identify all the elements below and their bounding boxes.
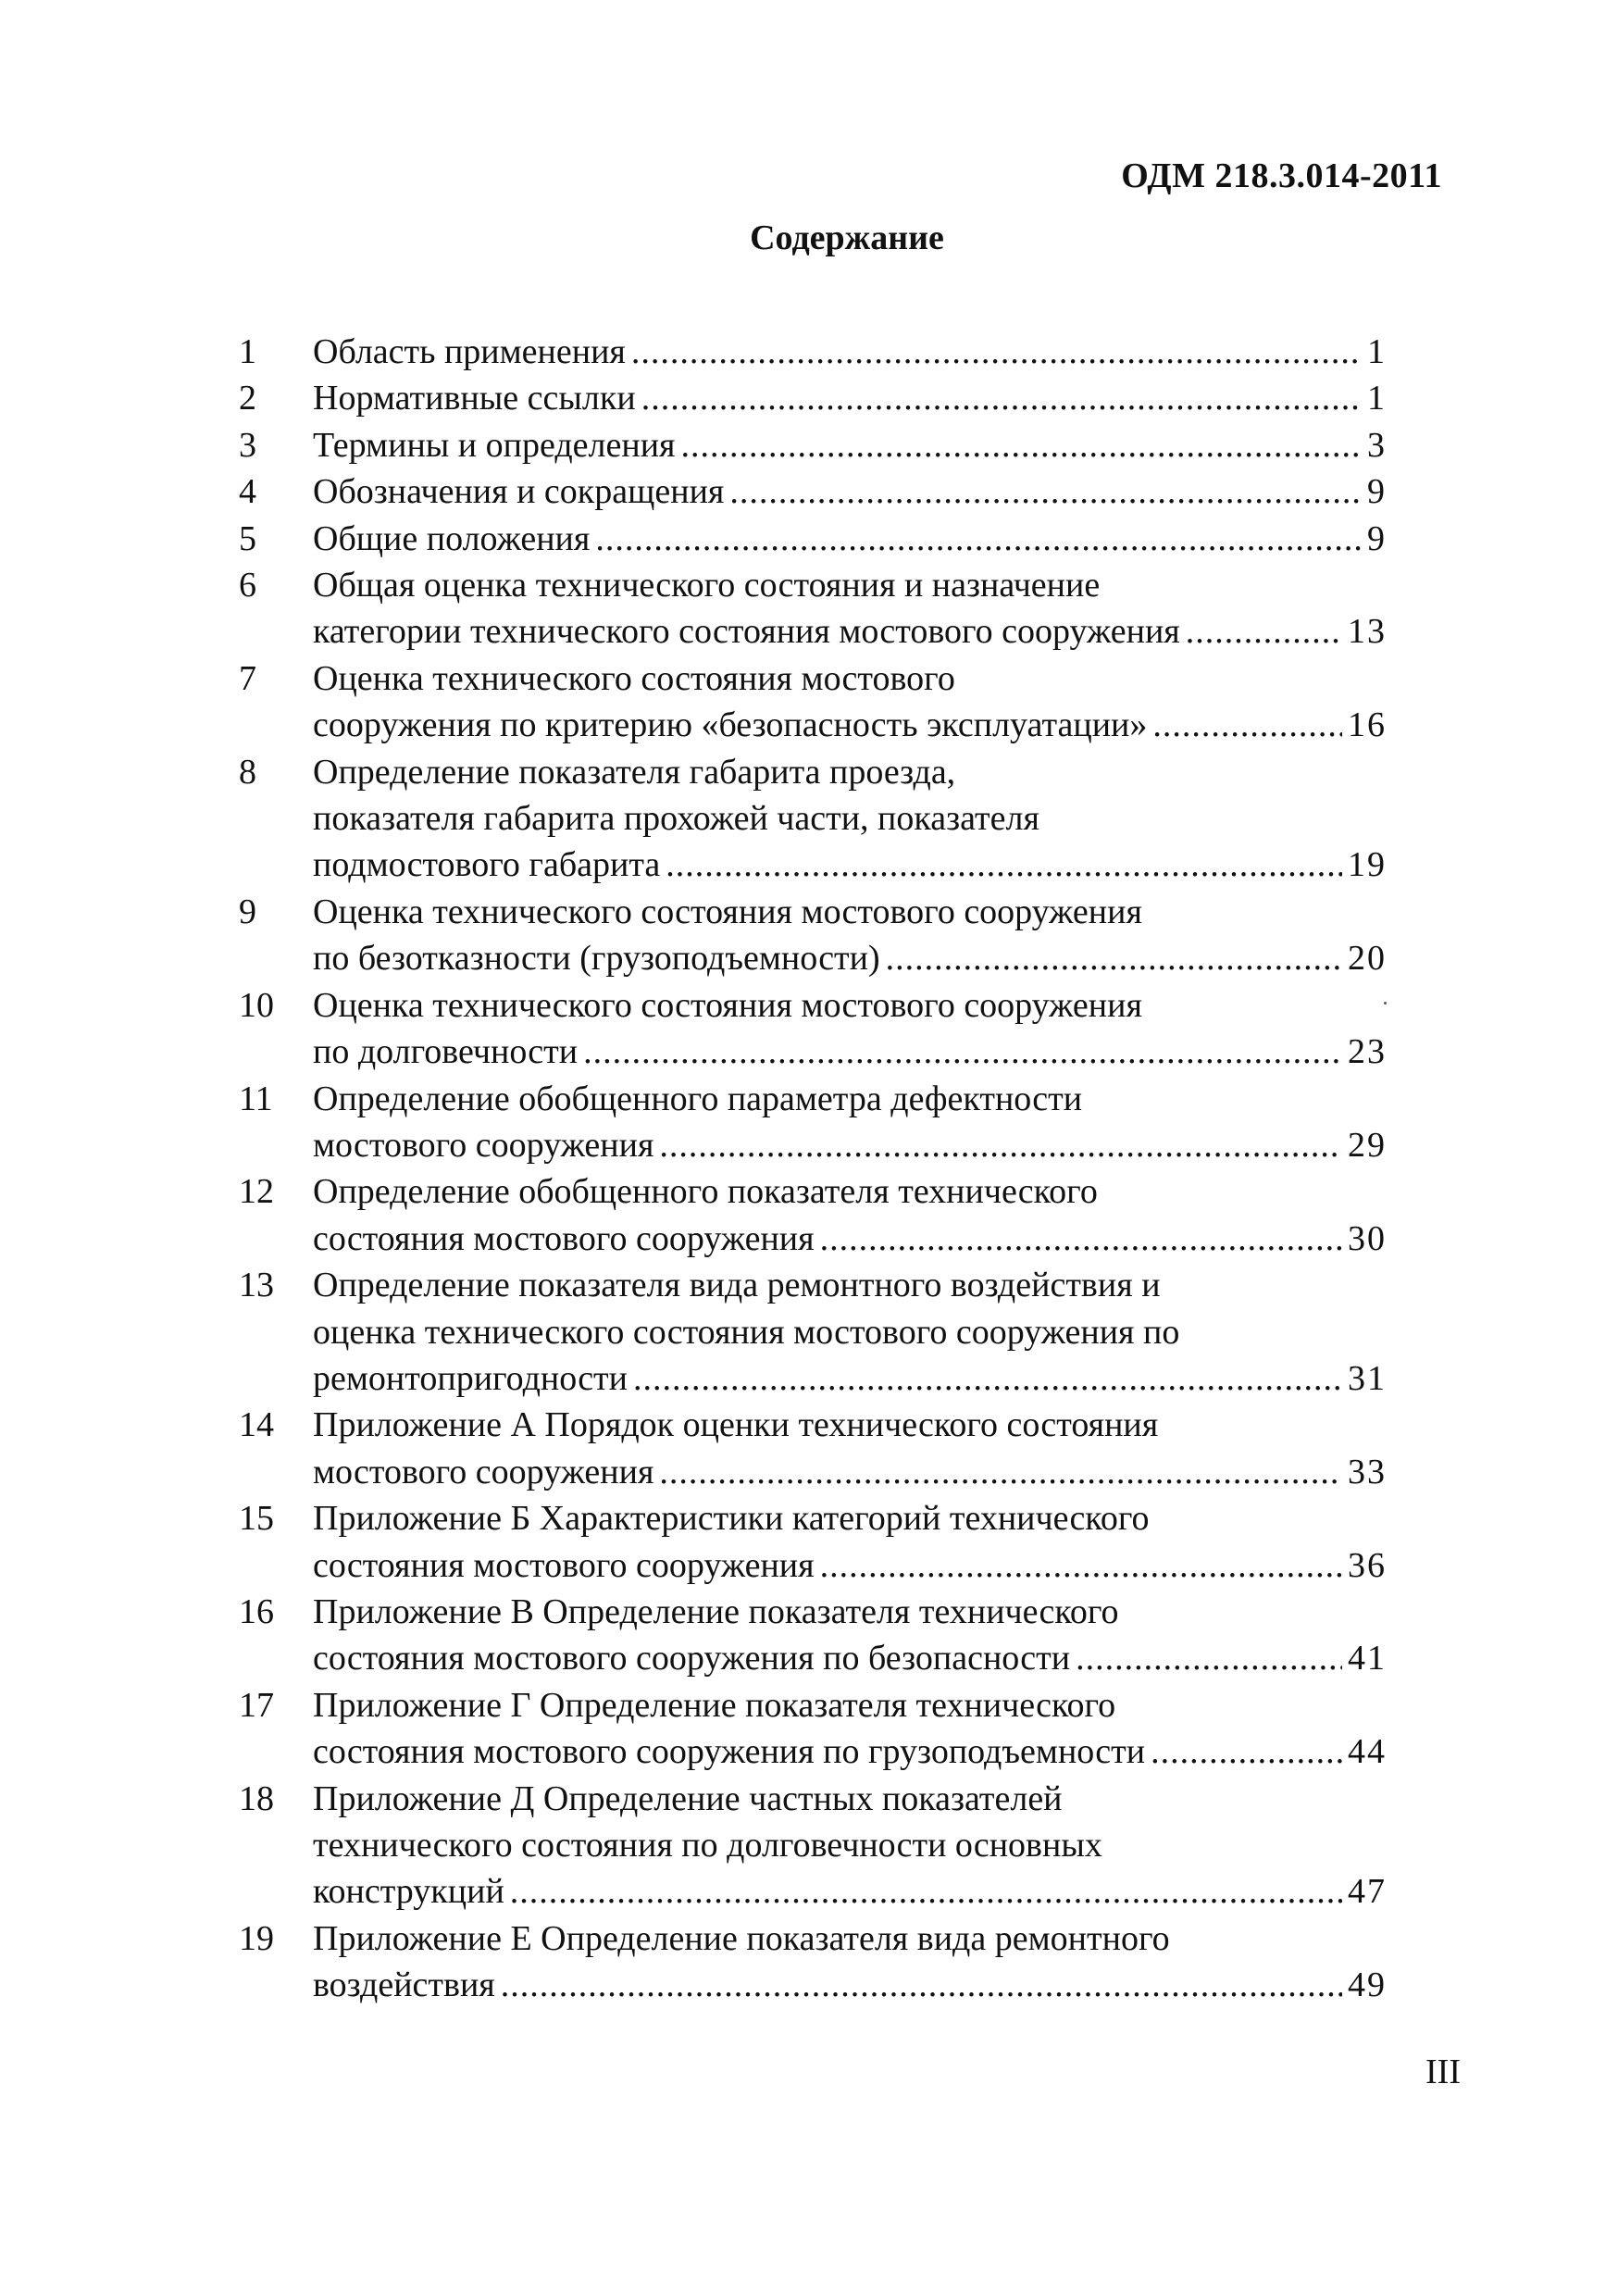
toc-entry-body: [313, 1682, 1387, 1776]
toc-entry-number: 5: [239, 518, 256, 558]
toc-entry: [239, 1402, 1387, 1495]
toc-entry-last-line: [313, 935, 1387, 981]
toc-entry-page: 49: [1348, 1965, 1387, 2005]
toc-entry-text: Область применения: [313, 332, 626, 371]
toc-entry-last-line: [313, 842, 1387, 888]
toc-entry-text: Определение обобщенного показателя технического: [313, 1172, 1098, 1212]
toc-entry-body: [313, 329, 1387, 375]
toc-leader-dots: [1151, 1728, 1342, 1775]
toc-entry-page: 9: [1367, 472, 1387, 512]
toc-entry-text: воздействия: [313, 1965, 495, 2005]
toc-entry-text: Общая оценка технического состояния и назначение: [313, 566, 1101, 605]
toc-entry-text: состояния мостового сооружения по безопасности: [313, 1639, 1071, 1678]
toc-entry-page: 13: [1348, 612, 1387, 652]
toc-entry-page: 33: [1348, 1452, 1387, 1491]
toc-entry-number: 19: [239, 1918, 274, 1958]
toc-leader-dots: [659, 1449, 1342, 1495]
toc-entry: [239, 468, 1387, 515]
toc-entry-last-line: [313, 329, 1387, 375]
toc-entry-page: 9: [1367, 518, 1387, 558]
toc-entry-page: 19: [1348, 845, 1387, 885]
toc-entry-last-line: [313, 1216, 1387, 1262]
toc-entry-last-line: [313, 1728, 1387, 1775]
toc-entry-body: [313, 1168, 1387, 1262]
toc-entry: [239, 1076, 1387, 1169]
toc-entry-text: подмостового габарита: [313, 845, 661, 885]
toc-entry-last-line: [313, 608, 1387, 655]
toc-leader-dots: [681, 422, 1362, 468]
toc-entry: [239, 1495, 1387, 1589]
toc-leader-dots: [1076, 1635, 1342, 1681]
toc-entry-page: 1: [1367, 332, 1387, 371]
toc-entry-last-line: [313, 1029, 1387, 1075]
toc-entry-body: [313, 1495, 1387, 1589]
toc-entry-number: 4: [239, 472, 256, 512]
toc-entry-text: оценка технического состояния мостового сооружения по: [313, 1312, 1180, 1352]
toc-entry-text: ремонтопригодности: [313, 1358, 628, 1398]
toc-entry-text: Определение показателя габарита проезда,: [313, 752, 956, 792]
toc-entry-number: 15: [239, 1499, 274, 1539]
toc-entry-text: Нормативные ссылки: [313, 379, 636, 418]
toc-entry-page: 29: [1348, 1125, 1387, 1165]
toc-leader-dots: [729, 468, 1362, 515]
toc-entry-last-line: [313, 375, 1387, 421]
toc-leader-dots: [595, 516, 1362, 562]
toc-entry-body: [313, 1262, 1387, 1402]
toc-entry-last-line: [313, 1542, 1387, 1589]
toc-entry-number: 18: [239, 1778, 274, 1818]
toc-entry: [239, 655, 1387, 749]
toc-entry-body: [313, 1076, 1387, 1169]
toc-entry-last-line: [313, 468, 1387, 515]
toc-entry-text: Термины и определения: [313, 425, 676, 465]
toc-entry-text: Приложение А Порядок оценки технического состояния: [313, 1405, 1159, 1445]
toc-entry-text: состояния мостового сооружения: [313, 1218, 815, 1258]
toc-entry: [239, 889, 1387, 982]
toc-entry-page: 41: [1348, 1639, 1387, 1678]
toc-entry-number: 8: [239, 752, 256, 792]
toc-entry-number: 6: [239, 566, 256, 605]
toc-entry: [239, 982, 1387, 1076]
toc-entry-last-line: [313, 1635, 1387, 1681]
toc-entry-text: Приложение В Определение показателя технического: [313, 1591, 1119, 1631]
toc-entry-last-line: [313, 1868, 1387, 1915]
toc-entry-body: [313, 889, 1387, 982]
toc-entry-last-line: [313, 1449, 1387, 1495]
toc-entry-last-line: [313, 1355, 1387, 1402]
toc-entry-last-line: [313, 422, 1387, 468]
toc-entry-text: Оценка технического состояния мостового сооружения: [313, 985, 1142, 1025]
toc-entry-text: Оценка технического состояния мостового сооружения: [313, 892, 1142, 931]
toc-entry: [239, 562, 1387, 655]
toc-leader-dots: [631, 329, 1362, 375]
toc-entry: [239, 1262, 1387, 1402]
toc-entry-number: 7: [239, 658, 256, 698]
toc-entry-body: [313, 468, 1387, 515]
toc-entry-number: 14: [239, 1405, 274, 1445]
toc-entry-text: показателя габарита прохожей части, показателя: [313, 799, 1039, 839]
toc-entry-body: [313, 1776, 1387, 1915]
toc-leader-dots: [886, 935, 1342, 981]
toc-leader-dots: [583, 1029, 1342, 1075]
toc-entry-number: 16: [239, 1591, 274, 1631]
toc-leader-dots: [820, 1216, 1342, 1262]
toc-leader-dots: [1152, 702, 1342, 748]
toc-entry: [239, 375, 1387, 421]
toc-entry-text: состояния мостового сооружения по грузоподъемности: [313, 1732, 1146, 1772]
toc-entry: [239, 1168, 1387, 1262]
toc-entry-number: 2: [239, 379, 256, 418]
toc-entry: [239, 749, 1387, 889]
toc-entry-number: 10: [239, 985, 274, 1025]
toc-entry-page: 30: [1348, 1218, 1387, 1258]
toc-entry: [239, 422, 1387, 468]
toc-entry-body: [313, 422, 1387, 468]
toc-entry-page: 31: [1348, 1358, 1387, 1398]
toc-entry-body: [313, 982, 1387, 1076]
toc-entry: [239, 516, 1387, 562]
toc-entry-last-line: [313, 702, 1387, 748]
toc-entry-number: 13: [239, 1266, 274, 1305]
toc-entry: [239, 329, 1387, 375]
toc-entry-text: состояния мостового сооружения: [313, 1545, 815, 1585]
toc-entry-number: 11: [239, 1079, 273, 1118]
toc-entry-body: [313, 1589, 1387, 1682]
toc-entry-text: сооружения по критерию «безопасность эксплуатации»: [313, 705, 1148, 745]
toc-leader-dots: [820, 1542, 1342, 1589]
toc-entry-body: [313, 516, 1387, 562]
toc-entry: [239, 1589, 1387, 1682]
toc-entry-number: 1: [239, 332, 256, 371]
toc-entry-body: [313, 655, 1387, 749]
table-of-contents: [239, 329, 1387, 2009]
toc-entry-page: 23: [1348, 1032, 1387, 1072]
toc-entry-number: 9: [239, 892, 256, 931]
toc-entry-page: 3: [1367, 425, 1387, 465]
toc-leader-dots: [501, 1962, 1342, 2008]
toc-entry-text: Приложение Е Определение показателя вида ремонтного: [313, 1918, 1170, 1958]
toc-entry-text: Приложение Б Характеристики категорий технического: [313, 1499, 1150, 1539]
toc-title: Содержание: [750, 218, 944, 257]
toc-entry-page: 47: [1348, 1872, 1387, 1912]
page-number: III: [1425, 2053, 1461, 2091]
toc-entry-text: мостового сооружения: [313, 1452, 654, 1491]
toc-entry-text: Приложение Д Определение частных показателей: [313, 1778, 1063, 1818]
toc-entry-last-line: [313, 1122, 1387, 1168]
toc-entry-text: конструкций: [313, 1872, 504, 1912]
toc-entry-last-line: [313, 516, 1387, 562]
toc-leader-dots: [510, 1868, 1342, 1915]
toc-entry-text: Оценка технического состояния мостового: [313, 658, 955, 698]
toc-entry-body: [313, 749, 1387, 889]
toc-entry-page: 16: [1348, 705, 1387, 745]
toc-entry-page: 20: [1348, 939, 1387, 979]
toc-entry-body: [313, 1402, 1387, 1495]
toc-leader-dots: [633, 1355, 1342, 1402]
toc-leader-dots: [1186, 608, 1342, 655]
document-code: ОДМ 218.3.014-2011: [1121, 156, 1442, 195]
scan-speck: [1384, 1002, 1387, 1004]
toc-entry-text: Определение показателя вида ремонтного воздействия и: [313, 1266, 1161, 1305]
toc-leader-dots: [659, 1122, 1342, 1168]
toc-entry-text: Приложение Г Определение показателя технического: [313, 1685, 1116, 1725]
toc-entry-page: 44: [1348, 1732, 1387, 1772]
toc-entry-text: категории технического состояния мостового сооружения: [313, 612, 1180, 652]
toc-entry-text: по долговечности: [313, 1032, 579, 1072]
toc-entry-last-line: [313, 1962, 1387, 2008]
toc-entry-text: мостового сооружения: [313, 1125, 654, 1165]
toc-entry-number: 12: [239, 1172, 274, 1212]
toc-entry: [239, 1915, 1387, 2009]
toc-entry-text: Определение обобщенного параметра дефектности: [313, 1079, 1083, 1118]
toc-entry-text: технического состояния по долговечности основных: [313, 1826, 1102, 1865]
toc-entry-text: Общие положения: [313, 518, 591, 558]
toc-entry-body: [313, 562, 1387, 655]
toc-entry-page: 36: [1348, 1545, 1387, 1585]
toc-entry-page: 1: [1367, 379, 1387, 418]
toc-entry-body: [313, 1915, 1387, 2009]
toc-entry: [239, 1682, 1387, 1776]
toc-entry-body: [313, 375, 1387, 421]
toc-entry-number: 17: [239, 1685, 274, 1725]
toc-leader-dots: [641, 375, 1362, 421]
toc-entry-text: по безотказности (грузоподъемности): [313, 939, 880, 979]
toc-entry: [239, 1776, 1387, 1915]
toc-entry-text: Обозначения и сокращения: [313, 472, 725, 512]
toc-leader-dots: [666, 842, 1342, 888]
toc-entry-number: 3: [239, 425, 256, 465]
